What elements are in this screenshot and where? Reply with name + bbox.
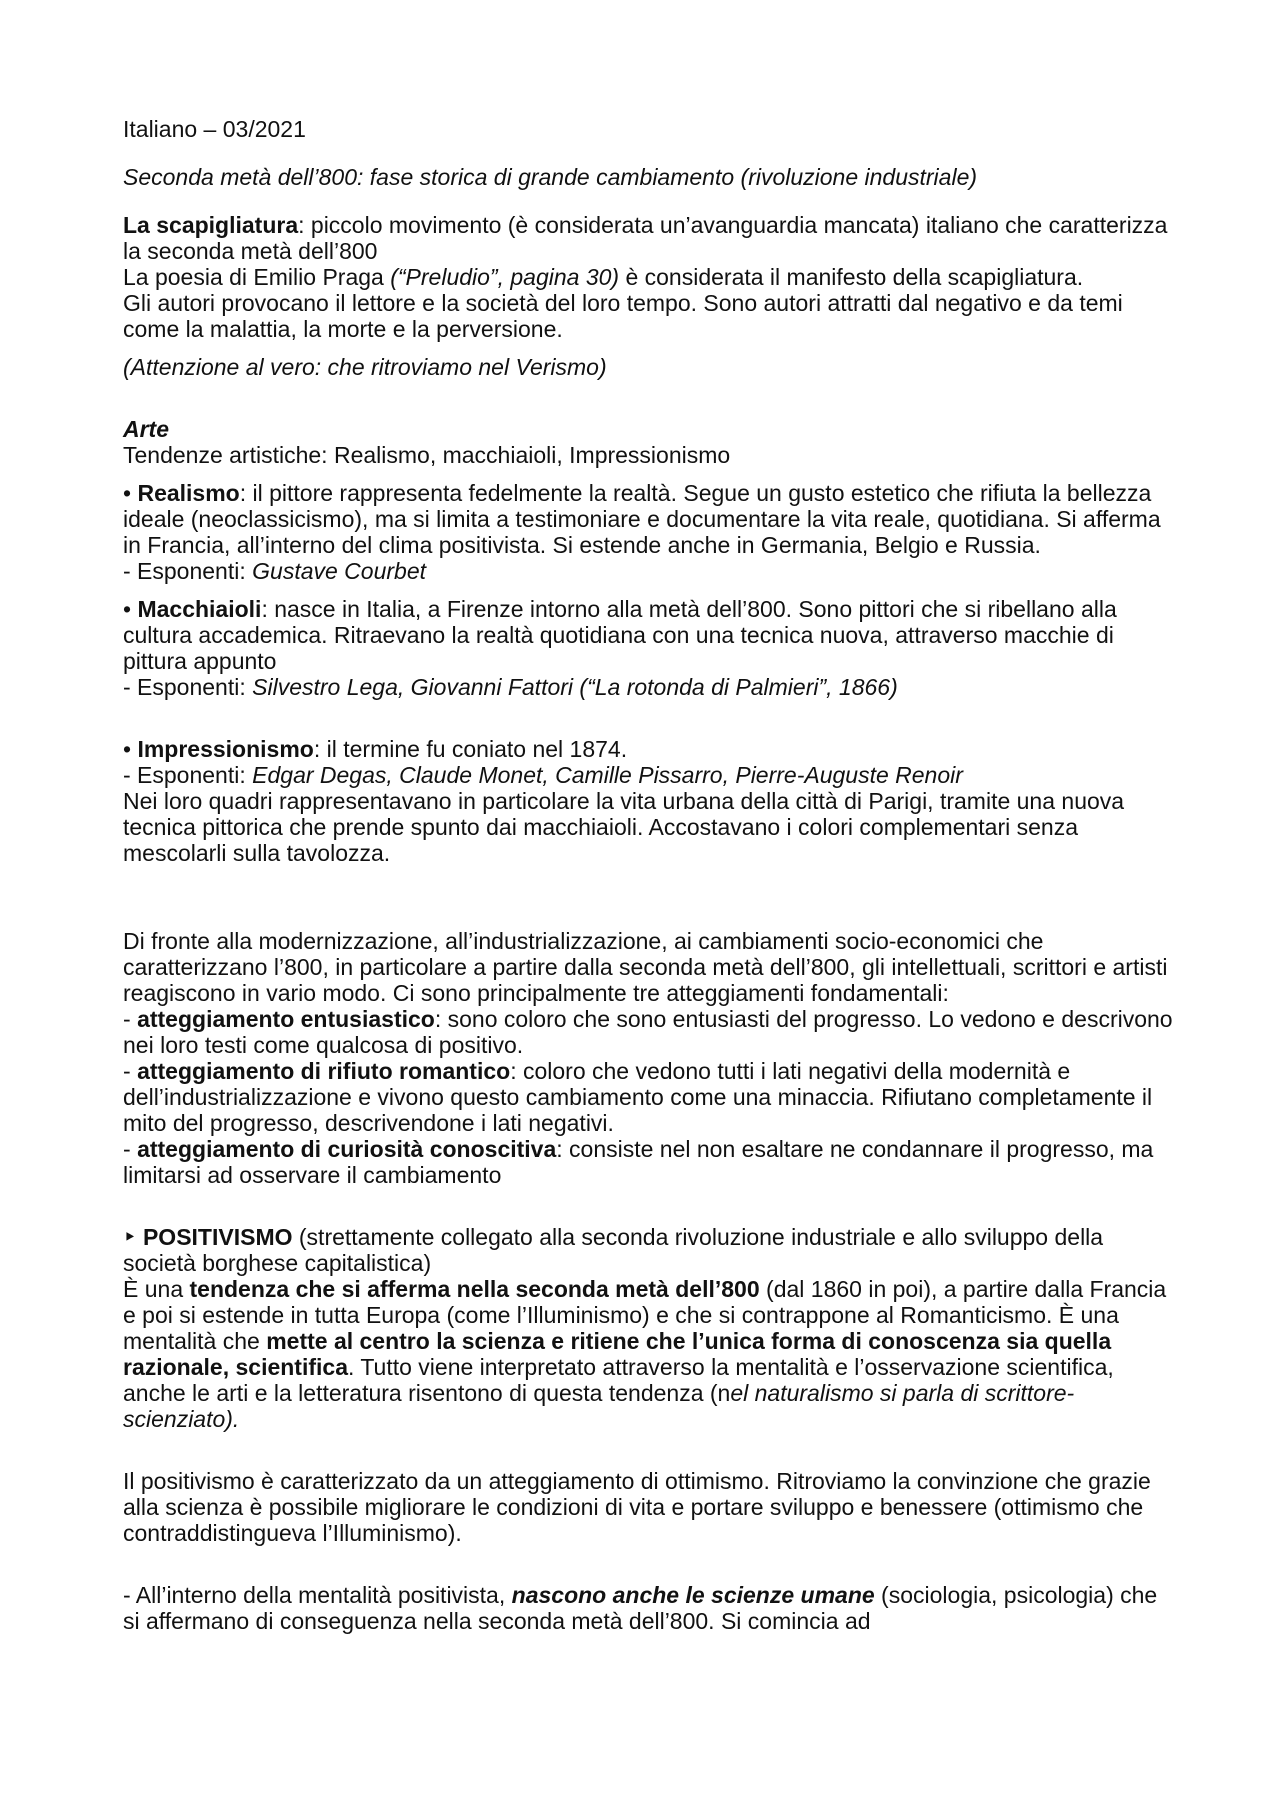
document-page (123, 116, 1178, 1634)
macchiaioli-paragraph: • Macchiaioli: nasce in Italia, a Firenze intorno alla metà dell’800. Sono pittori che si ribellano alla cultura accademica. Ritraevano la realtà quotidiana con una tecnica nuova, attraverso macchie di pittura appunto (123, 596, 1117, 674)
verismo-note: (Attenzione al vero: che ritroviamo nel Verismo) (123, 354, 607, 380)
positivismo-paragraph-2: Il positivismo è caratterizzato da un atteggiamento di ottimismo. Ritroviamo la convinzione che grazie alla scienza è possibile migliorare le condizioni di vita e portare sviluppo e benessere (ottimismo che contraddistingueva l’Illuminismo). (123, 1468, 1151, 1546)
impressionismo-exponents: - Esponenti: Edgar Degas, Claude Monet, Camille Pissarro, Pierre-Auguste Renoir (123, 762, 963, 788)
positivismo-heading: ‣ POSITIVISMO (strettamente collegato alla seconda rivoluzione industriale e allo sviluppo della società borghese capitalistica) (123, 1224, 1104, 1276)
arte-heading: Arte (123, 416, 170, 442)
arte-tendencies: Tendenze artistiche: Realismo, macchiaioli, Impressionismo (123, 442, 731, 468)
praga-paragraph: La poesia di Emilio Praga (“Preludio”, pagina 30) è considerata il manifesto della scapigliatura. (123, 264, 1084, 290)
document-header (123, 116, 1178, 142)
scapigliatura-definition: La scapigliatura: piccolo movimento (è considerata un’avanguardia mancata) italiano che caratterizza la seconda metà dell’800 (123, 212, 1168, 264)
intro-subtitle: Seconda metà dell’800: fase storica di grande cambiamento (rivoluzione industriale) (123, 164, 978, 190)
positivismo-term: POSITIVISMO (142, 1224, 293, 1250)
authors-paragraph: Gli autori provocano il lettore e la società del loro tempo. Sono autori attratti dal negativo e da temi come la malattia, la morte e la perversione. (123, 290, 1123, 342)
macchiaioli-term: Macchiaioli (137, 596, 262, 622)
realismo-term: Realismo (137, 480, 240, 506)
macchiaioli-exponents: - Esponenti: Silvestro Lega, Giovanni Fattori (“La rotonda di Palmieri”, 1866) (123, 674, 898, 700)
realismo-paragraph: • Realismo: il pittore rappresenta fedelmente la realtà. Segue un gusto estetico che rifiuta la bellezza ideale (neoclassicismo), ma si limita a testimoniare e documentare la vita reale, quotidiana. Si afferma in Francia, all’interno del clima positivista. Si estende anche in Germania, Belgio e Russia. (123, 480, 1161, 558)
impressionismo-term: Impressionismo (137, 736, 314, 762)
scapigliatura-term: La scapigliatura (123, 212, 299, 238)
impressionismo-paragraph: • Impressionismo: il termine fu coniato nel 1874. (123, 736, 628, 762)
attitude-item: - atteggiamento di rifiuto romantico: coloro che vedono tutti i lati negativi della modernità e dell’industrializzazione e vivono questo cambiamento come una minaccia. Rifiutano completamente il mito del progresso, descrivendone i lati negativi. (123, 1058, 1153, 1136)
positivismo-paragraph-1: È una tendenza che si afferma nella seconda metà dell’800 (dal 1860 in poi), a partire dalla Francia e poi si estende in tutta Europa (come l’Illuminismo) e che si contrappone al Romanticismo. È una mentalità che mette al centro la scienza e ritiene che l’unica forma di conoscenza sia quella razionale, scientifica. Tutto viene interpretato attraverso la mentalità e l’osservazione scientifica, anche le arti e la letteratura risentono di questa tendenza (nel naturalismo si parla di scrittore-scienziato). (123, 1276, 1167, 1432)
subject-date: Italiano – 03/2021 (123, 116, 306, 142)
attitude-item: - atteggiamento di curiosità conoscitiva: consiste nel non esaltare ne condannare il progresso, ma limitarsi ad osservare il cambiamento (123, 1136, 1154, 1188)
realismo-exponents: - Esponenti: Gustave Courbet (123, 558, 427, 584)
positivismo-paragraph-3: - All’interno della mentalità positivista, nascono anche le scienze umane (sociologia, psicologia) che si affermano di conseguenza nella seconda metà dell’800. Si comincia ad (123, 1582, 1158, 1634)
impressionismo-description: Nei loro quadri rappresentavano in particolare la vita urbana della città di Parigi, tramite una nuova tecnica pittorica che prende spunto dai macchiaioli. Accostavano i colori complementari senza mescolarli sulla tavolozza. (123, 788, 1125, 866)
attitude-item: - atteggiamento entusiastico: sono coloro che sono entusiasti del progresso. Lo vedono e descrivono nei loro testi come qualcosa di positivo. (123, 1006, 1173, 1058)
modernizzazione-intro: Di fronte alla modernizzazione, all’industrializzazione, ai cambiamenti socio-economici che caratterizzano l’800, in particolare a partire dalla seconda metà dell’800, gli intellettuali, scrittori e artisti reagiscono in vario modo. Ci sono principalmente tre atteggiamenti fondamentali: (123, 928, 1168, 1006)
